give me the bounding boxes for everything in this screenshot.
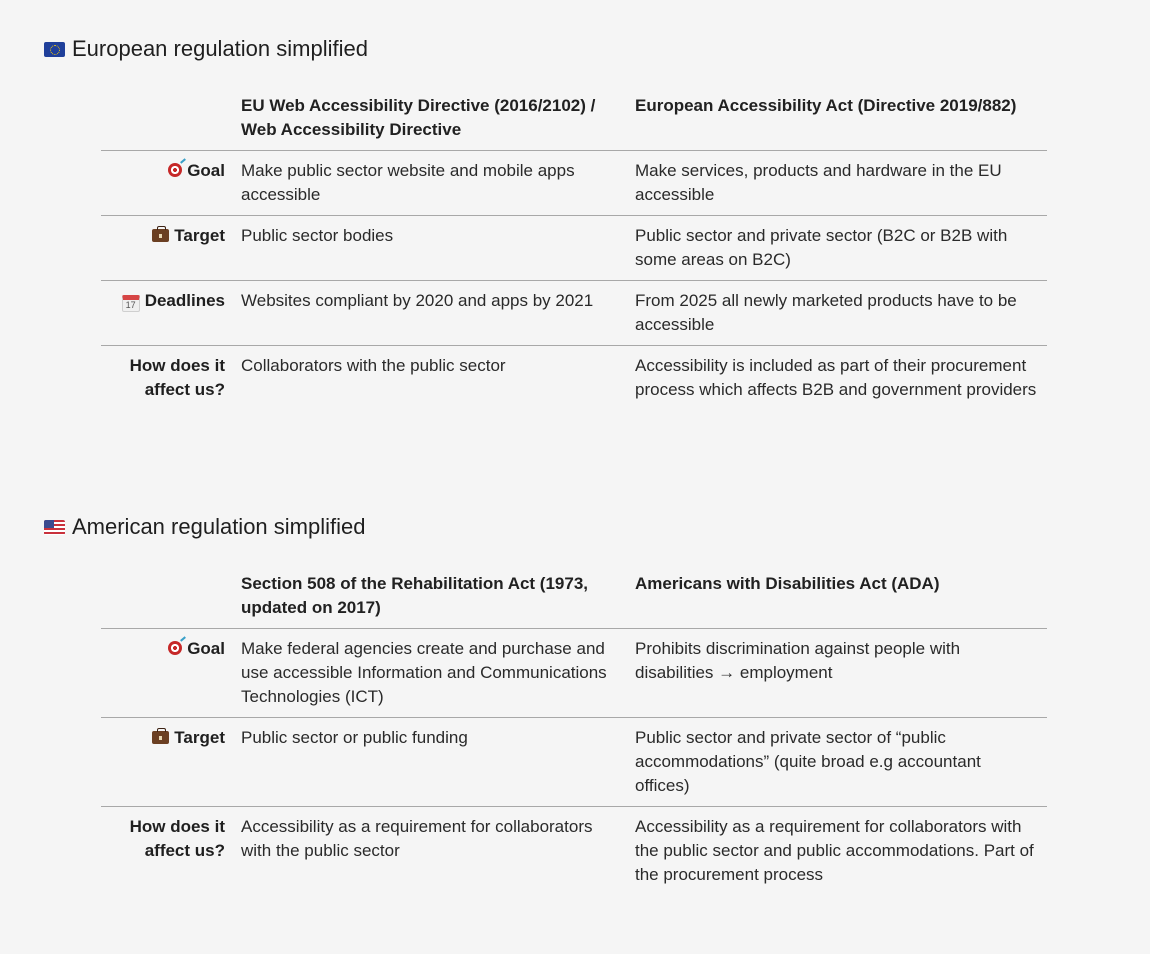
eu-flag-icon: [44, 42, 65, 57]
header-empty-cell: [101, 570, 233, 629]
row-label-target: [101, 216, 233, 281]
row-label-text: Goal: [187, 161, 225, 180]
cell-deadlines-wad: Websites compliant by 2020 and apps by 2021: [241, 291, 594, 310]
table-row-goal: [101, 629, 1047, 718]
cell-target-wad: Public sector bodies: [241, 226, 394, 245]
eu-regulation-table: [101, 92, 1047, 410]
cell-goal-ada: Prohibits discrimination against people with disabilities → employment: [635, 639, 961, 682]
cell-deadlines-eaa: From 2025 all newly marketed products have to be accessible: [635, 291, 1017, 334]
row-label-text: Target: [174, 226, 225, 245]
cell-impact-section-508: Accessibility as a requirement for collaborators with the public sector: [241, 817, 593, 860]
column-header-wad: EU Web Accessibility Directive (2016/2102) / Web Accessibility Directive: [241, 96, 596, 139]
section-title-us: [0, 510, 1150, 544]
table-header-row: [101, 92, 1047, 151]
section-title-text: European regulation simplified: [72, 36, 368, 61]
cell-goal-eaa: Make services, products and hardware in the EU accessible: [635, 161, 1002, 204]
table-row-impact: [101, 346, 1047, 411]
table-row-impact: [101, 807, 1047, 896]
us-regulation-section: [0, 510, 1150, 884]
cell-impact-wad: Collaborators with the public sector: [241, 356, 506, 375]
direct-hit-target-icon: [168, 163, 182, 177]
cell-goal-section-508: Make federal agencies create and purchase and use accessible Information and Communications Technologies (ICT): [241, 639, 607, 706]
us-flag-icon: [44, 520, 65, 535]
header-empty-cell: [101, 92, 233, 151]
table-row-target: [101, 216, 1047, 281]
cell-impact-ada: Accessibility as a requirement for collaborators with the public sector and public accommodations. Part of the procurement process: [635, 817, 1034, 884]
row-label-text: Deadlines: [144, 291, 225, 310]
briefcase-icon: [152, 229, 169, 242]
row-label-impact: How does it affect us?: [129, 817, 225, 860]
direct-hit-target-icon: [168, 641, 182, 655]
table-header-row: [101, 570, 1047, 629]
cell-impact-eaa: Accessibility is included as part of their procurement process which affects B2B and government providers: [635, 356, 1037, 399]
eu-regulation-section: [0, 32, 1150, 399]
table-row-goal: [101, 151, 1047, 216]
column-header-section-508: Section 508 of the Rehabilitation Act (1973, updated on 2017): [241, 574, 589, 617]
calendar-icon: 17: [122, 295, 140, 312]
row-label-impact: How does it affect us?: [129, 356, 225, 399]
row-label-text: Target: [174, 728, 225, 747]
row-label-goal: [101, 629, 233, 718]
row-label-goal: [101, 151, 233, 216]
cell-target-eaa: Public sector and private sector (B2C or B2B with some areas on B2C): [635, 226, 1008, 269]
briefcase-icon: [152, 731, 169, 744]
column-header-eaa: European Accessibility Act (Directive 2019/882): [635, 96, 1017, 115]
cell-goal-wad: Make public sector website and mobile apps accessible: [241, 161, 575, 204]
cell-target-section-508: Public sector or public funding: [241, 728, 468, 747]
section-title-eu: [0, 32, 1150, 66]
table-row-target: [101, 718, 1047, 807]
row-label-target: [101, 718, 233, 807]
row-label-deadlines: [101, 281, 233, 346]
row-label-text: Goal: [187, 639, 225, 658]
column-header-ada: Americans with Disabilities Act (ADA): [635, 574, 940, 593]
cell-target-ada: Public sector and private sector of “public accommodations” (quite broad e.g accountant offices): [635, 728, 981, 795]
table-row-deadlines: [101, 281, 1047, 346]
us-regulation-table: [101, 570, 1047, 895]
section-title-text: American regulation simplified: [72, 514, 366, 539]
